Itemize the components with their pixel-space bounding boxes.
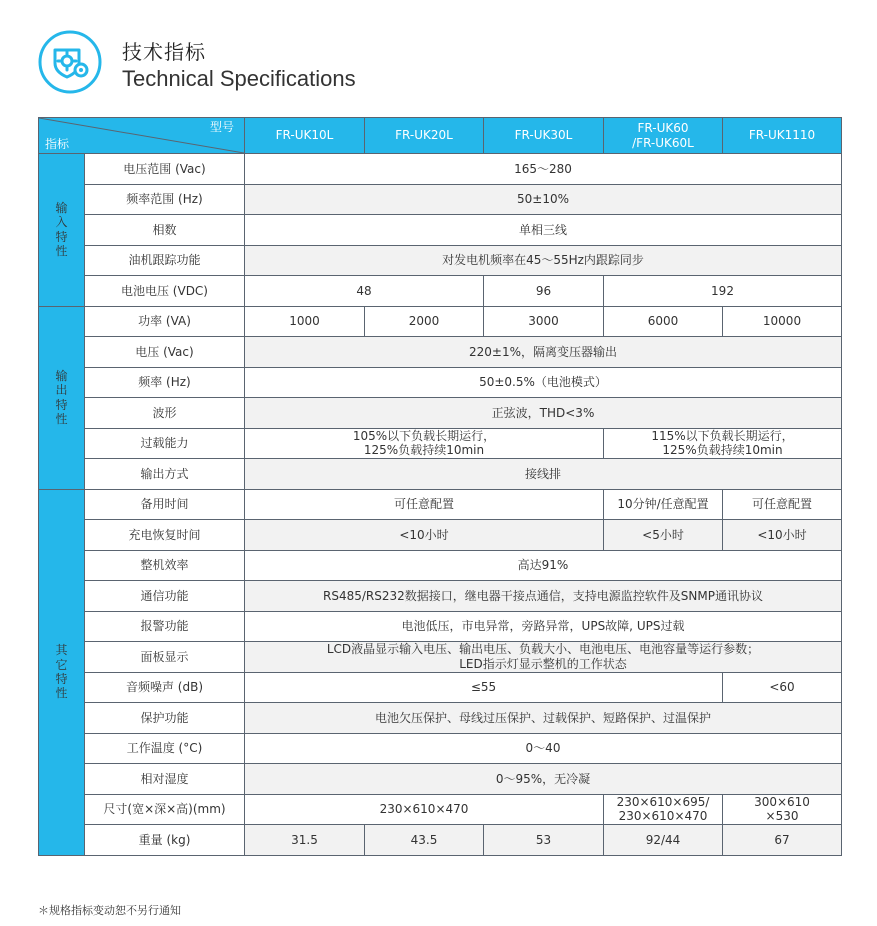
table-row (39, 672, 842, 703)
category-label: 输入特性 (55, 200, 68, 259)
row-value: 67 (723, 825, 842, 856)
row-value: RS485/RS232数据接口，继电器干接点通信，支持电源监控软件及SNMP通讯协议 (245, 581, 842, 612)
model-header: FR-UK1110 (723, 118, 842, 154)
row-value: 可任意配置 (245, 489, 604, 520)
row-value: 48 (245, 276, 484, 307)
table-row (39, 215, 842, 246)
gear-in-shield-icon (38, 30, 102, 94)
row-label: 保护功能 (85, 703, 245, 734)
row-value: 192 (604, 276, 842, 307)
table-row (39, 459, 842, 490)
row-value: 50±10% (245, 184, 842, 215)
row-value: 电池欠压保护、母线过压保护、过载保护、短路保护、过温保护 (245, 703, 842, 734)
row-label: 通信功能 (85, 581, 245, 612)
row-value: 31.5 (245, 825, 365, 856)
table-row (39, 154, 842, 185)
table-row (39, 245, 842, 276)
row-value: 电池低压，市电异常，旁路异常，UPS故障, UPS过载 (245, 611, 842, 642)
row-label: 频率范围 (Hz) (85, 184, 245, 215)
row-value: 43.5 (365, 825, 484, 856)
row-value: 10000 (723, 306, 842, 337)
table-row (39, 398, 842, 429)
model-header: FR-UK60 /FR-UK60L (604, 118, 723, 154)
table-row (39, 794, 842, 825)
category-other (39, 489, 85, 855)
category-input (39, 154, 85, 307)
row-value: <10小时 (723, 520, 842, 551)
spec-table (38, 117, 842, 856)
row-value: 高达91% (245, 550, 842, 581)
row-value: LCD液晶显示输入电压、输出电压、负载大小、电池电压、电池容量等运行参数； LED指示灯显示整机的工作状态 (245, 642, 842, 673)
table-row (39, 825, 842, 856)
row-value: 正弦波，THD<3% (245, 398, 842, 429)
row-label: 功率 (VA) (85, 306, 245, 337)
table-row (39, 764, 842, 795)
row-value: 230×610×695/ 230×610×470 (604, 794, 723, 825)
row-value: ≤55 (245, 672, 723, 703)
row-value: 96 (484, 276, 604, 307)
row-value: 1000 (245, 306, 365, 337)
table-row (39, 489, 842, 520)
page-title-en: Technical Specifications (122, 66, 356, 91)
row-label: 波形 (85, 398, 245, 429)
row-value: 50±0.5%（电池模式） (245, 367, 842, 398)
row-value: 对发电机频率在45～55Hz内跟踪同步 (245, 245, 842, 276)
row-value: 10分钟/任意配置 (604, 489, 723, 520)
row-value: 53 (484, 825, 604, 856)
table-row (39, 550, 842, 581)
row-value: 230×610×470 (245, 794, 604, 825)
table-row (39, 184, 842, 215)
table-row (39, 428, 842, 459)
row-label: 油机跟踪功能 (85, 245, 245, 276)
table-row (39, 337, 842, 368)
table-row (39, 306, 842, 337)
row-label: 重量 (kg) (85, 825, 245, 856)
row-value: 6000 (604, 306, 723, 337)
row-value: 3000 (484, 306, 604, 337)
row-label: 工作温度 (°C) (85, 733, 245, 764)
row-label: 尺寸(宽×深×高)(mm) (85, 794, 245, 825)
row-label: 报警功能 (85, 611, 245, 642)
category-label: 其它特性 (55, 643, 68, 701)
model-header: FR-UK10L (245, 118, 365, 154)
table-row (39, 703, 842, 734)
category-label: 输出特性 (55, 368, 68, 426)
row-value: 0～40 (245, 733, 842, 764)
row-label: 面板显示 (85, 642, 245, 673)
row-value: <10小时 (245, 520, 604, 551)
row-label: 相数 (85, 215, 245, 246)
row-label: 电池电压 (VDC) (85, 276, 245, 307)
row-label: 整机效率 (85, 550, 245, 581)
table-corner-cell (39, 118, 245, 154)
row-label: 相对湿度 (85, 764, 245, 795)
row-value: 可任意配置 (723, 489, 842, 520)
row-label: 电压 (Vac) (85, 337, 245, 368)
category-output (39, 306, 85, 489)
row-value: <5小时 (604, 520, 723, 551)
table-header-row (39, 118, 842, 154)
page-header (38, 30, 838, 100)
row-value: 115%以下负载长期运行， 125%负载持续10min (604, 428, 842, 459)
table-row (39, 520, 842, 551)
row-label: 过载能力 (85, 428, 245, 459)
model-header: FR-UK20L (365, 118, 484, 154)
row-value: 92/44 (604, 825, 723, 856)
row-value: 接线排 (245, 459, 842, 490)
table-row (39, 581, 842, 612)
corner-index-label: 指标 (45, 136, 70, 151)
table-row (39, 611, 842, 642)
model-header: FR-UK30L (484, 118, 604, 154)
table-row (39, 642, 842, 673)
row-value: 220±1%，隔离变压器输出 (245, 337, 842, 368)
page-title-zh: 技术指标 (122, 40, 206, 64)
row-value: 2000 (365, 306, 484, 337)
row-value: 165～280 (245, 154, 842, 185)
row-value: 300×610 ×530 (723, 794, 842, 825)
corner-model-label: 型号 (209, 120, 234, 134)
row-label: 音频噪声 (dB) (85, 672, 245, 703)
row-label: 备用时间 (85, 489, 245, 520)
row-label: 输出方式 (85, 459, 245, 490)
footnote: ＊规格指标变动恕不另行通知 (38, 904, 181, 917)
table-row (39, 367, 842, 398)
table-row (39, 276, 842, 307)
row-value: 105%以下负载长期运行， 125%负载持续10min (245, 428, 604, 459)
row-label: 频率 (Hz) (85, 367, 245, 398)
row-label: 电压范围 (Vac) (85, 154, 245, 185)
row-value: <60 (723, 672, 842, 703)
row-value: 0～95%，无冷凝 (245, 764, 842, 795)
table-row (39, 733, 842, 764)
row-label: 充电恢复时间 (85, 520, 245, 551)
row-value: 单相三线 (245, 215, 842, 246)
